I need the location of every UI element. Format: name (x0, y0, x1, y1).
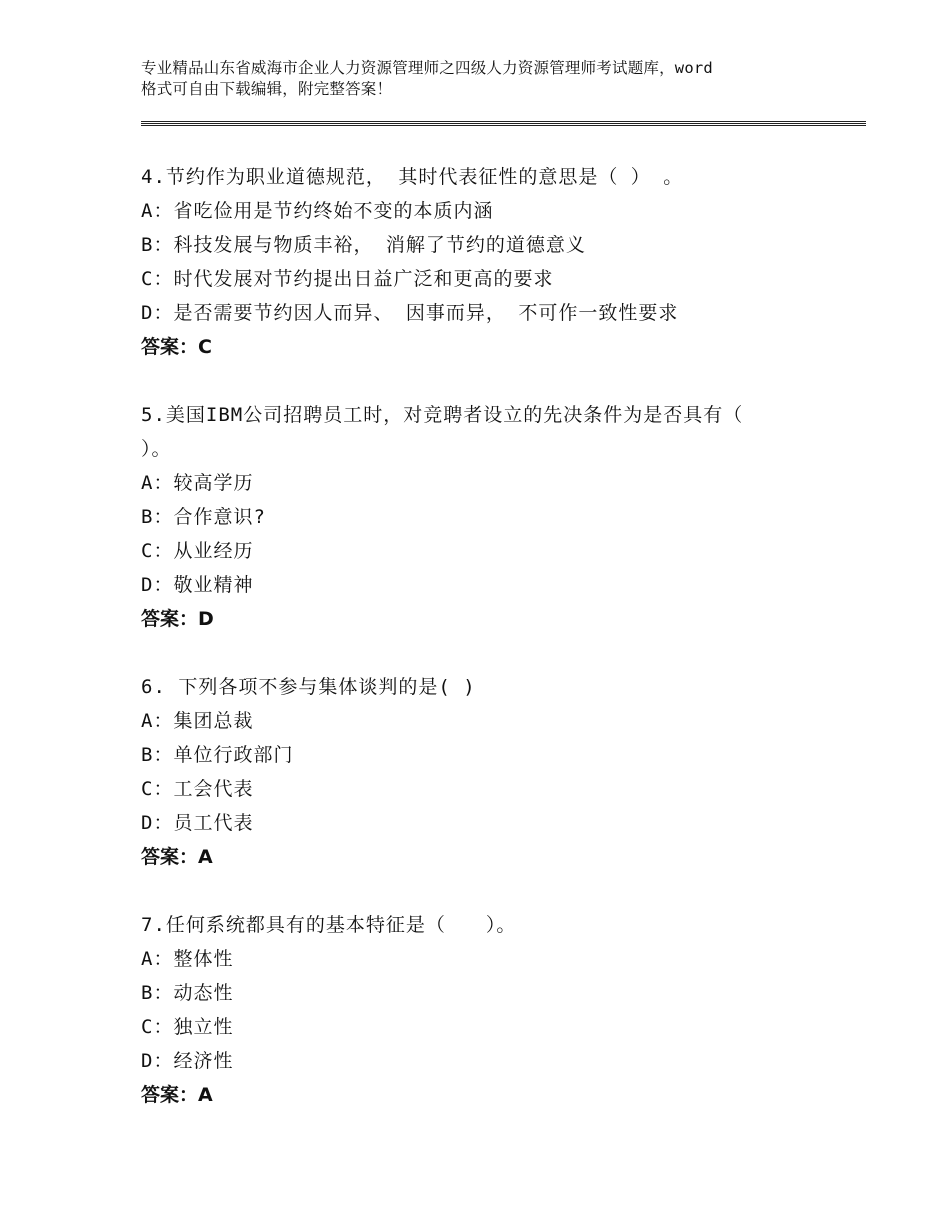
question-5 (141, 398, 841, 636)
option-d: D：员工代表 (141, 812, 254, 834)
answer-label: 答案：C (141, 336, 212, 358)
option-c: C：从业经历 (141, 540, 254, 562)
header-divider-line (141, 125, 866, 126)
question-text: 4.节约作为职业道德规范， 其时代表征性的意思是（ ） 。 (141, 166, 684, 188)
question-text-continued: ）。 (141, 438, 172, 460)
question-7 (141, 908, 841, 1112)
option-d: D：敬业精神 (141, 574, 254, 596)
answer-label: 答案：A (141, 1084, 213, 1106)
question-text: 7.任何系统都具有的基本特征是（ ）。 (141, 914, 517, 936)
option-d: D：是否需要节约因人而异、 因事而异， 不可作一致性要求 (141, 302, 679, 324)
option-b: B：单位行政部门 (141, 744, 294, 766)
answer-label: 答案：A (141, 846, 213, 868)
option-c: C：时代发展对节约提出日益广泛和更高的要求 (141, 268, 554, 290)
question-list (141, 160, 841, 1146)
option-a: A：省吃俭用是节约终始不变的本质内涵 (141, 200, 494, 222)
option-c: C：工会代表 (141, 778, 254, 800)
document-header (141, 58, 841, 100)
option-a: A：集团总裁 (141, 710, 254, 732)
option-a: A：整体性 (141, 948, 234, 970)
option-a: A：较高学历 (141, 472, 254, 494)
question-6 (141, 670, 841, 874)
option-b: B：科技发展与物质丰裕， 消解了节约的道德意义 (141, 234, 586, 256)
header-divider-line (141, 123, 866, 124)
header-divider-line (141, 121, 866, 122)
question-text: 5.美国IBM公司招聘员工时，对竞聘者设立的先决条件为是否具有（ (141, 404, 744, 426)
question-text: 6. 下列各项不参与集体谈判的是( ) (141, 676, 476, 698)
option-c: C：独立性 (141, 1016, 234, 1038)
option-d: D：经济性 (141, 1050, 234, 1072)
header-line-2: 格式可自由下载编辑，附完整答案！ (141, 80, 393, 98)
option-b: B：合作意识? (141, 506, 266, 528)
header-line-1: 专业精品山东省威海市企业人力资源管理师之四级人力资源管理师考试题库，word (141, 59, 713, 77)
question-4 (141, 160, 841, 364)
option-b: B：动态性 (141, 982, 234, 1004)
answer-label: 答案：D (141, 608, 214, 630)
